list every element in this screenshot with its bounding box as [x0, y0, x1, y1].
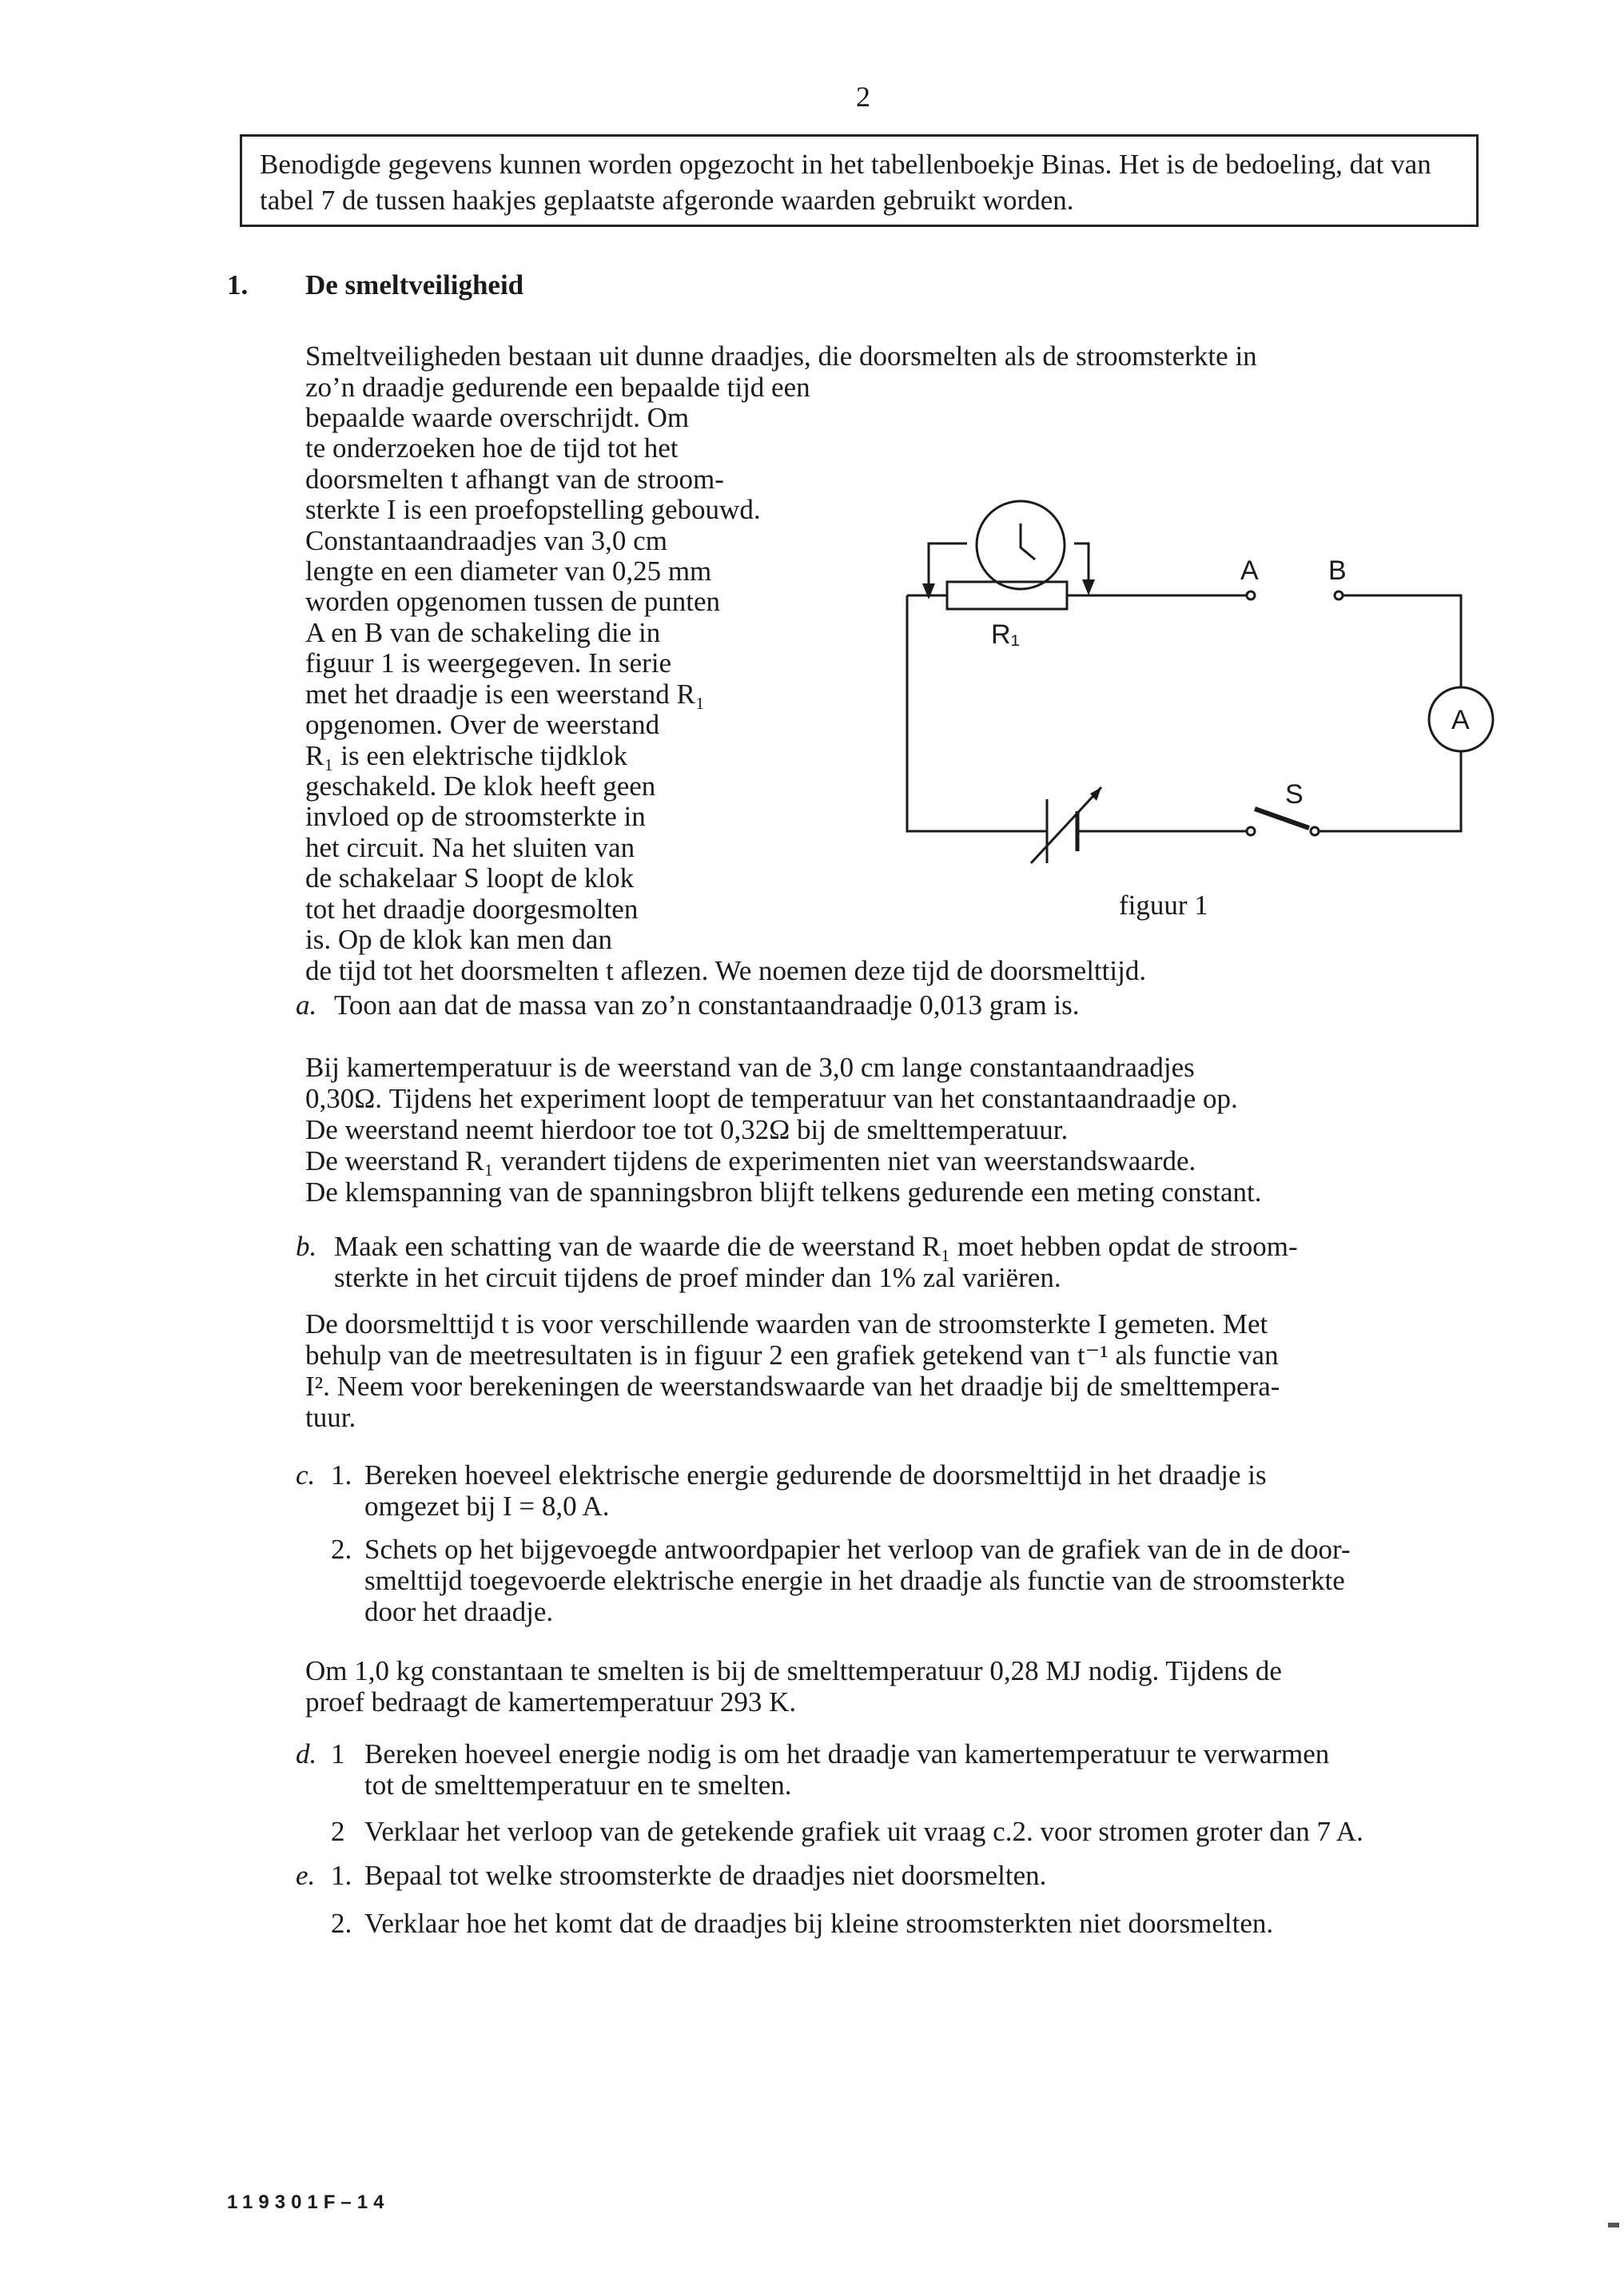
- intro-line: de schakelaar S loopt de klok: [305, 862, 635, 894]
- source-variable-arrow: [1031, 787, 1101, 863]
- label-a: A: [1240, 555, 1259, 586]
- q-c-1-text: Bereken hoeveel elektrische energie gedurende de doorsmelttijd in het draadje is omgezet bij I = 8,0 A.: [364, 1459, 1267, 1522]
- switch-contact-right: [1311, 827, 1319, 835]
- wire-left-vertical: [907, 595, 1047, 831]
- intro-line: R₁ is een elektrische tijdklok: [305, 740, 627, 771]
- ammeter-label: A: [1451, 705, 1470, 735]
- q-e-1-number: 1.: [331, 1860, 352, 1891]
- q-e-1-text: Bepaal tot welke stroomsterkte de draadjes niet doorsmelten.: [364, 1860, 1047, 1891]
- intro-line: bepaalde waarde overschrijdt. Om: [305, 402, 690, 433]
- circuit-figure: [895, 448, 1503, 895]
- intro-line: Constantaandraadjes van 3,0 cm: [305, 525, 667, 556]
- q-c-letter: c.: [296, 1459, 316, 1491]
- q-e-2-text: Verklaar hoe het komt dat de draadjes bij kleine stroomsterkten niet doorsmelten.: [364, 1908, 1274, 1939]
- section-title: De smeltveiligheid: [305, 269, 524, 301]
- q-d-2-text: Verklaar het verloop van de getekende grafiek uit vraag c.2. voor stromen groter dan 7 A.: [364, 1816, 1363, 1847]
- q-a-letter: a.: [296, 989, 317, 1021]
- intro-line: is. Op de klok kan men dan: [305, 924, 612, 955]
- wire-meter-down: [1319, 751, 1461, 831]
- q-a-text: Toon aan dat de massa van zo’n constantaandraadje 0,013 gram is.: [334, 989, 1080, 1021]
- intro-line: het circuit. Na het sluiten van: [305, 832, 635, 863]
- edge-mark: [1608, 2223, 1619, 2227]
- intro-line: tot het draadje doorgesmolten: [305, 894, 639, 925]
- footer-code: 119301F–14: [227, 2191, 390, 2213]
- clock-hands: [1021, 523, 1035, 559]
- intro-line: figuur 1 is weergegeven. In serie: [305, 647, 672, 679]
- q-d-letter: d.: [296, 1738, 317, 1769]
- q-d-2-number: 2: [331, 1816, 345, 1847]
- notice-box: Benodigde gegevens kunnen worden opgezocht in het tabellenboekje Binas. Het is de bedoeling, dat van tabel 7 de tussen haakjes geplaatste afgeronde waarden gebruikt worden.: [240, 134, 1479, 227]
- q-c-2-number: 2.: [331, 1534, 352, 1565]
- label-s: S: [1285, 779, 1304, 810]
- label-r1: R₁: [991, 619, 1021, 650]
- intro-line: te onderzoeken hoe de tijd tot het: [305, 432, 679, 464]
- intro-line: A en B van de schakeling die in: [305, 617, 661, 648]
- terminal-b: [1335, 591, 1343, 599]
- intro-line: opgenomen. Over de weerstand: [305, 709, 660, 740]
- intro-line: geschakeld. De klok heeft geen: [305, 770, 656, 802]
- intro-line: worden opgenomen tussen de punten: [305, 586, 721, 617]
- intro-line: doorsmelten t afhangt van de stroom-: [305, 464, 724, 495]
- terminal-a: [1247, 591, 1255, 599]
- section-number: 1.: [227, 269, 249, 301]
- figure-caption: figuur 1: [1119, 890, 1208, 921]
- q-c-2-text: Schets op het bijgevoegde antwoordpapier het verloop van de grafiek van de in de door- smelttijd toegevoerde elektrische energie in het draadje als functie van de stroomsterkte door het draadje.: [364, 1534, 1351, 1627]
- paragraph-measurements: De doorsmelttijd t is voor verschillende waarden van de stroomsterkte I gemeten. Met behulp van de meetresultaten is in figuur 2 een grafiek getekend van t⁻¹ als functie van I². Neem voor berekeningen de weerstandswaarde van het draadje bij de smelttempera- tuur.: [305, 1308, 1280, 1433]
- q-d-1-number: 1: [331, 1738, 345, 1769]
- intro-line: Smeltveiligheden bestaan uit dunne draadjes, die doorsmelten als de stroomsterkte in: [305, 340, 1257, 372]
- q-e-2-number: 2.: [331, 1908, 352, 1939]
- wire-b-to-meter: [1343, 595, 1461, 687]
- arrow-left-head: [922, 583, 935, 599]
- label-b: B: [1328, 555, 1347, 586]
- q-e-letter: e.: [296, 1860, 316, 1891]
- q-b-text: Maak een schatting van de waarde die de weerstand R₁ moet hebben opdat de stroom- sterkte in het circuit tijdens de proef minder dan 1% zal variëren.: [334, 1231, 1298, 1293]
- switch-contact-left: [1247, 827, 1255, 835]
- paragraph-resistance: Bij kamertemperatuur is de weerstand van de 3,0 cm lange constantaandraadjes 0,30Ω. Tijdens het experiment loopt de temperatuur van het constantaandraadje op. De weerstand neemt hierdoor toe tot 0,32Ω bij de smelttemperatuur. De weerstand R₁ verandert tijdens de experimenten niet van weerstandswaarde. De klemspanning van de spanningsbron blijft telkens gedurende een meting constant.: [305, 1052, 1262, 1208]
- paragraph-melting-energy: Om 1,0 kg constantaan te smelten is bij de smelttemperatuur 0,28 MJ nodig. Tijdens de proef bedraagt de kamertemperatuur 293 K.: [305, 1655, 1282, 1718]
- q-b-letter: b.: [296, 1231, 317, 1262]
- q-d-1-text: Bereken hoeveel energie nodig is om het draadje van kamertemperatuur te verwarmen tot de smelttemperatuur en te smelten.: [364, 1738, 1330, 1801]
- switch-lever: [1255, 809, 1309, 828]
- intro-line: zo’n draadje gedurende een bepaalde tijd een: [305, 372, 810, 403]
- intro-line: lengte en een diameter van 0,25 mm: [305, 555, 712, 587]
- page-number: 2: [856, 81, 870, 113]
- intro-line: sterkte I is een proefopstelling gebouwd.: [305, 494, 761, 525]
- intro-line: de tijd tot het doorsmelten t aflezen. We noemen deze tijd de doorsmelttijd.: [305, 955, 1147, 986]
- q-c-1-number: 1.: [331, 1459, 352, 1491]
- intro-line: invloed op de stroomsterkte in: [305, 801, 646, 832]
- arrow-right-head: [1082, 579, 1095, 595]
- intro-line: met het draadje is een weerstand R₁: [305, 679, 706, 710]
